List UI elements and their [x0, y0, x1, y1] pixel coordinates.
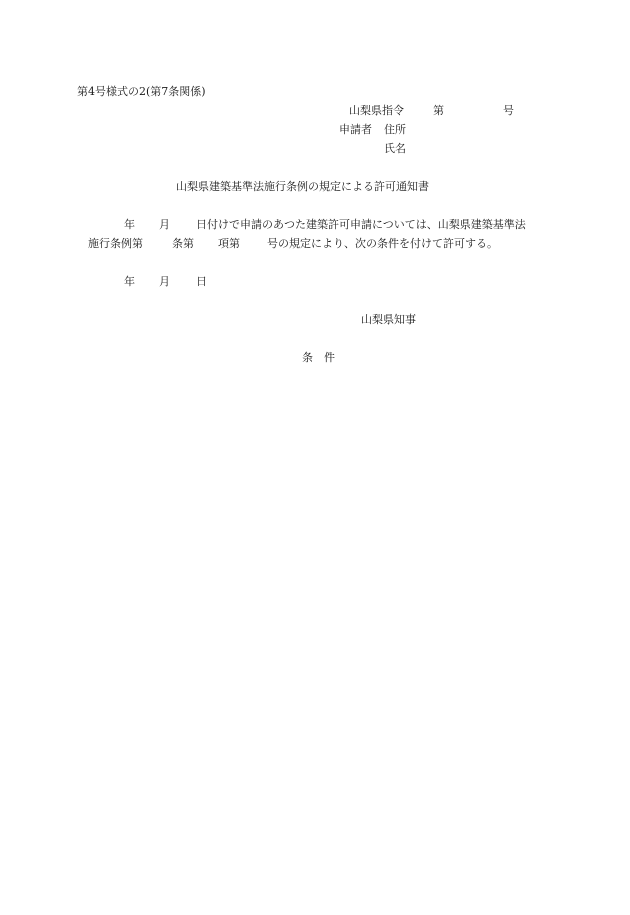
issue-date-month: 月	[159, 275, 170, 288]
signatory: 山梨県知事	[361, 313, 416, 326]
body-line-2-rest: 号の規定により、次の条件を付けて許可する。	[267, 237, 498, 250]
body-line-2-article: 施行条例第	[88, 237, 143, 250]
body-date-month: 月	[159, 218, 170, 231]
address-label: 住所	[384, 123, 406, 136]
body-line-1: 日付けで申請のあつた建築許可申請については、山梨県建築基準法	[196, 218, 526, 231]
number-suffix: 号	[503, 104, 514, 117]
applicant-label: 申請者	[339, 123, 372, 136]
body-line-2-clause: 条第	[172, 237, 194, 250]
issue-date-year: 年	[124, 275, 135, 288]
issue-date-day: 日	[196, 275, 207, 288]
name-label: 氏名	[384, 142, 406, 155]
page-title: 山梨県建築基準法施行条例の規定による許可通知書	[176, 180, 429, 193]
body-line-2-paragraph: 項第	[218, 237, 240, 250]
form-label: 第4号様式の2(第7条関係)	[77, 85, 206, 98]
number-prefix: 第	[433, 104, 444, 117]
conditions-heading: 条 件	[302, 351, 335, 364]
body-date-year: 年	[124, 218, 135, 231]
issuer-designation: 山梨県指令	[349, 104, 404, 117]
